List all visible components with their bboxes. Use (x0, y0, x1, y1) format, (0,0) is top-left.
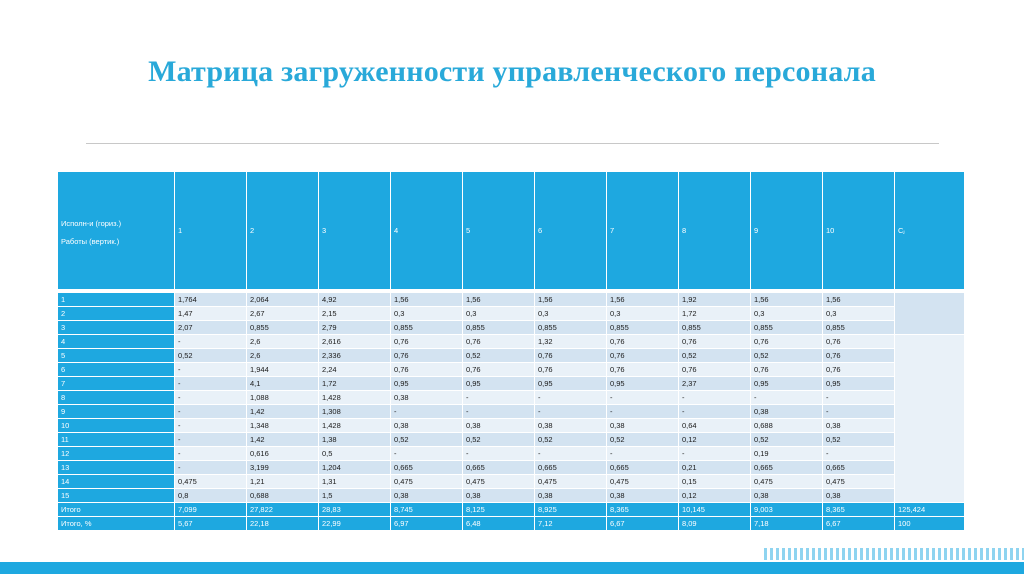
table-cell: 0,76 (607, 335, 679, 349)
table-cell: - (175, 433, 247, 447)
table-cell: 0,3 (463, 307, 535, 321)
table-row (58, 419, 965, 433)
table-cell: 0,38 (823, 489, 895, 503)
table-cell: 2,79 (319, 321, 391, 335)
table-cell: 0,95 (607, 377, 679, 391)
table-cell: 1,56 (823, 293, 895, 307)
table-row (58, 293, 965, 307)
table-cell: - (175, 377, 247, 391)
table-cell: - (679, 447, 751, 461)
total-percent-row-cell: 100 (895, 517, 965, 531)
total-percent-row-label: Итого, % (58, 517, 175, 531)
table-row (58, 349, 965, 363)
table-cell: 0,38 (463, 419, 535, 433)
total-percent-row-cell: 6,48 (463, 517, 535, 531)
table-cell: 0,38 (535, 419, 607, 433)
table-cell: 4,1 (247, 377, 319, 391)
column-header-5: 5 (463, 172, 535, 290)
decorative-bottom-bar (0, 562, 1024, 574)
row-label: 1 (58, 293, 175, 307)
total-row-cell: 7,099 (175, 503, 247, 517)
table-cell: 0,665 (463, 461, 535, 475)
table-row (58, 461, 965, 475)
table-cell: 0,855 (247, 321, 319, 335)
table-cell: - (607, 405, 679, 419)
column-header-10: 10 (823, 172, 895, 290)
total-percent-row-cell: 6,97 (391, 517, 463, 531)
table-cell: 0,76 (535, 349, 607, 363)
table-cell: 0,64 (679, 419, 751, 433)
row-label: 2 (58, 307, 175, 321)
table-cell: - (823, 447, 895, 461)
table-cell: 0,3 (823, 307, 895, 321)
table-row (58, 335, 965, 349)
table-cell: 0,52 (535, 433, 607, 447)
table-cell: 0,52 (607, 433, 679, 447)
total-row-cell: 8,365 (607, 503, 679, 517)
table-cell: - (175, 363, 247, 377)
table-cell: - (535, 405, 607, 419)
table-cell: 1,31 (319, 475, 391, 489)
table-cell: - (463, 447, 535, 461)
table-cell: 0,855 (607, 321, 679, 335)
table-cell: 0,38 (463, 489, 535, 503)
table-row (58, 377, 965, 391)
table-row (58, 475, 965, 489)
table-cell: 0,95 (535, 377, 607, 391)
table-cell: 0,76 (391, 363, 463, 377)
table-cell: 0,38 (391, 391, 463, 405)
table-header-row (58, 172, 965, 290)
workload-matrix-table (57, 171, 965, 531)
cj-merged-cell-bottom (895, 335, 965, 503)
table-cell: 1,308 (319, 405, 391, 419)
row-label: 14 (58, 475, 175, 489)
table-cell: 2,616 (319, 335, 391, 349)
total-percent-row-cell: 6,67 (607, 517, 679, 531)
total-row-cell: 28,83 (319, 503, 391, 517)
table-cell: 0,76 (823, 363, 895, 377)
total-percent-row (58, 517, 965, 531)
table-cell: 0,52 (823, 433, 895, 447)
slide-title: Матрица загруженности управленческого персонала (148, 55, 876, 88)
table-cell: 0,475 (751, 475, 823, 489)
table-cell: 0,38 (751, 489, 823, 503)
table-cell: 0,95 (391, 377, 463, 391)
total-row-label: Итого (58, 503, 175, 517)
table-cell: 0,76 (535, 363, 607, 377)
corner-header-cell (58, 172, 175, 290)
cj-merged-cell-top (895, 293, 965, 335)
table-cell: 1,204 (319, 461, 391, 475)
table-cell: 0,475 (175, 475, 247, 489)
table-cell: 0,38 (391, 489, 463, 503)
column-header-6: 6 (535, 172, 607, 290)
table-cell: 0,15 (679, 475, 751, 489)
table-cell: - (175, 335, 247, 349)
table-cell: 1,348 (247, 419, 319, 433)
table-cell: 0,855 (463, 321, 535, 335)
table-cell: 0,12 (679, 489, 751, 503)
row-label: 9 (58, 405, 175, 419)
table-cell: - (175, 405, 247, 419)
table-cell: 0,38 (607, 419, 679, 433)
table-cell: 2,6 (247, 335, 319, 349)
table-cell: 1,428 (319, 419, 391, 433)
table-cell: 1,92 (679, 293, 751, 307)
column-header-8: 8 (679, 172, 751, 290)
table-cell: 1,088 (247, 391, 319, 405)
table-cell: 1,47 (175, 307, 247, 321)
table-cell: - (175, 419, 247, 433)
table-cell: 1,38 (319, 433, 391, 447)
table-cell: 0,38 (391, 419, 463, 433)
row-label: 4 (58, 335, 175, 349)
table-cell: 0,76 (607, 363, 679, 377)
total-row (58, 503, 965, 517)
total-row-cell: 8,745 (391, 503, 463, 517)
table-row (58, 363, 965, 377)
total-row-cell: 9,003 (751, 503, 823, 517)
table-cell: 0,95 (823, 377, 895, 391)
table-row (58, 307, 965, 321)
table-cell: 0,76 (463, 363, 535, 377)
table-cell: - (391, 405, 463, 419)
table-row (58, 433, 965, 447)
table-cell: 0,616 (247, 447, 319, 461)
table-cell: 0,38 (751, 405, 823, 419)
table-cell: 0,665 (823, 461, 895, 475)
table-cell: - (679, 405, 751, 419)
table-cell: 1,72 (319, 377, 391, 391)
table-cell: 1,32 (535, 335, 607, 349)
table-cell: 4,92 (319, 293, 391, 307)
total-row-cell: 8,925 (535, 503, 607, 517)
table-cell: 0,76 (823, 335, 895, 349)
table-cell: - (535, 391, 607, 405)
total-row-cell: 8,365 (823, 503, 895, 517)
row-label: 8 (58, 391, 175, 405)
table-cell: 0,21 (679, 461, 751, 475)
table-cell: 0,475 (535, 475, 607, 489)
row-label: 15 (58, 489, 175, 503)
row-label: 6 (58, 363, 175, 377)
row-label: 7 (58, 377, 175, 391)
table-cell: 0,475 (607, 475, 679, 489)
table-cell: 0,95 (463, 377, 535, 391)
table-cell: 2,15 (319, 307, 391, 321)
table-row (58, 405, 965, 419)
table-row (58, 391, 965, 405)
table-cell: 2,6 (247, 349, 319, 363)
table-cell: 0,8 (175, 489, 247, 503)
table-cell: 0,76 (823, 349, 895, 363)
table-cell: 0,76 (751, 363, 823, 377)
table-cell: 0,52 (463, 433, 535, 447)
table-cell: 0,52 (751, 349, 823, 363)
table-cell: - (175, 447, 247, 461)
corner-label-executors: Исполн-и (гориз.) (61, 218, 122, 228)
total-percent-row-cell: 8,09 (679, 517, 751, 531)
row-label: 3 (58, 321, 175, 335)
table-row (58, 321, 965, 335)
table-cell: - (463, 405, 535, 419)
table-cell: - (607, 391, 679, 405)
table-cell: 0,38 (607, 489, 679, 503)
table-cell: 0,855 (535, 321, 607, 335)
table-cell: 1,56 (607, 293, 679, 307)
row-label: 5 (58, 349, 175, 363)
table-cell: 0,475 (823, 475, 895, 489)
column-header-7: 7 (607, 172, 679, 290)
column-header-9: 9 (751, 172, 823, 290)
table-cell: 0,52 (391, 433, 463, 447)
table-cell: 0,76 (463, 335, 535, 349)
table-cell: 3,199 (247, 461, 319, 475)
column-header-1: 1 (175, 172, 247, 290)
table-cell: 0,3 (607, 307, 679, 321)
column-header-2: 2 (247, 172, 319, 290)
table-cell: 0,475 (463, 475, 535, 489)
table-cell: - (751, 391, 823, 405)
table-cell: 1,428 (319, 391, 391, 405)
table-cell: 2,24 (319, 363, 391, 377)
table-cell: 0,688 (751, 419, 823, 433)
table-cell: 1,42 (247, 405, 319, 419)
row-label: 13 (58, 461, 175, 475)
table-cell: 2,67 (247, 307, 319, 321)
table-cell: 1,56 (751, 293, 823, 307)
table-cell: 1,56 (463, 293, 535, 307)
table-cell: 1,42 (247, 433, 319, 447)
table-cell: 0,76 (679, 363, 751, 377)
column-header-3: 3 (319, 172, 391, 290)
table-cell: 0,38 (535, 489, 607, 503)
table-cell: 0,855 (391, 321, 463, 335)
table-cell: 0,3 (535, 307, 607, 321)
table-cell: 0,76 (751, 335, 823, 349)
table-cell: - (463, 391, 535, 405)
total-row-cell: 27,822 (247, 503, 319, 517)
total-row-cell: 8,125 (463, 503, 535, 517)
table-cell: 0,665 (535, 461, 607, 475)
table-cell: - (535, 447, 607, 461)
table-cell: 2,07 (175, 321, 247, 335)
table-cell: 0,3 (391, 307, 463, 321)
table-cell: 0,5 (319, 447, 391, 461)
total-row-cell: 125,424 (895, 503, 965, 517)
table-cell: 0,665 (607, 461, 679, 475)
table-cell: 2,37 (679, 377, 751, 391)
table-cell: 0,52 (751, 433, 823, 447)
total-percent-row-cell: 7,18 (751, 517, 823, 531)
total-percent-row-cell: 22,99 (319, 517, 391, 531)
table-cell: 1,56 (391, 293, 463, 307)
table-cell: 1,944 (247, 363, 319, 377)
table-cell: 0,12 (679, 433, 751, 447)
table-cell: - (823, 405, 895, 419)
total-percent-row-cell: 22,18 (247, 517, 319, 531)
table-row (58, 447, 965, 461)
table-cell: 2,336 (319, 349, 391, 363)
row-label: 12 (58, 447, 175, 461)
table-cell: 0,855 (823, 321, 895, 335)
table-cell: 0,52 (463, 349, 535, 363)
table-cell: 0,19 (751, 447, 823, 461)
table-cell: 1,764 (175, 293, 247, 307)
table-cell: 1,5 (319, 489, 391, 503)
title-divider (86, 143, 939, 144)
table-cell: 0,855 (679, 321, 751, 335)
table-cell: 0,475 (391, 475, 463, 489)
total-percent-row-cell: 6,67 (823, 517, 895, 531)
corner-label-works: Работы (вертик.) (61, 236, 120, 246)
table-cell: 0,52 (679, 349, 751, 363)
total-row-cell: 10,145 (679, 503, 751, 517)
table-cell: 2,064 (247, 293, 319, 307)
table-cell: 0,688 (247, 489, 319, 503)
column-header-4: 4 (391, 172, 463, 290)
table-cell: 0,3 (751, 307, 823, 321)
total-percent-row-cell: 7,12 (535, 517, 607, 531)
column-header-11: Cⱼ (895, 172, 965, 290)
table-cell: - (679, 391, 751, 405)
row-label: 10 (58, 419, 175, 433)
total-percent-row-cell: 5,67 (175, 517, 247, 531)
table-cell: 0,38 (823, 419, 895, 433)
table-cell: - (175, 461, 247, 475)
table-cell: 0,52 (175, 349, 247, 363)
row-label: 11 (58, 433, 175, 447)
table-cell: 0,95 (751, 377, 823, 391)
table-cell: 1,56 (535, 293, 607, 307)
table-row (58, 489, 965, 503)
table-cell: - (175, 391, 247, 405)
table-cell: 0,855 (751, 321, 823, 335)
table-cell: 0,76 (391, 349, 463, 363)
table-cell: 0,76 (391, 335, 463, 349)
table-cell: 0,665 (751, 461, 823, 475)
table-cell: - (391, 447, 463, 461)
table-cell: 0,76 (679, 335, 751, 349)
table-cell: 0,76 (607, 349, 679, 363)
decorative-dots (764, 548, 1024, 560)
table-cell: 1,72 (679, 307, 751, 321)
table-cell: - (823, 391, 895, 405)
table-cell: - (607, 447, 679, 461)
table-cell: 0,665 (391, 461, 463, 475)
table-cell: 1,21 (247, 475, 319, 489)
